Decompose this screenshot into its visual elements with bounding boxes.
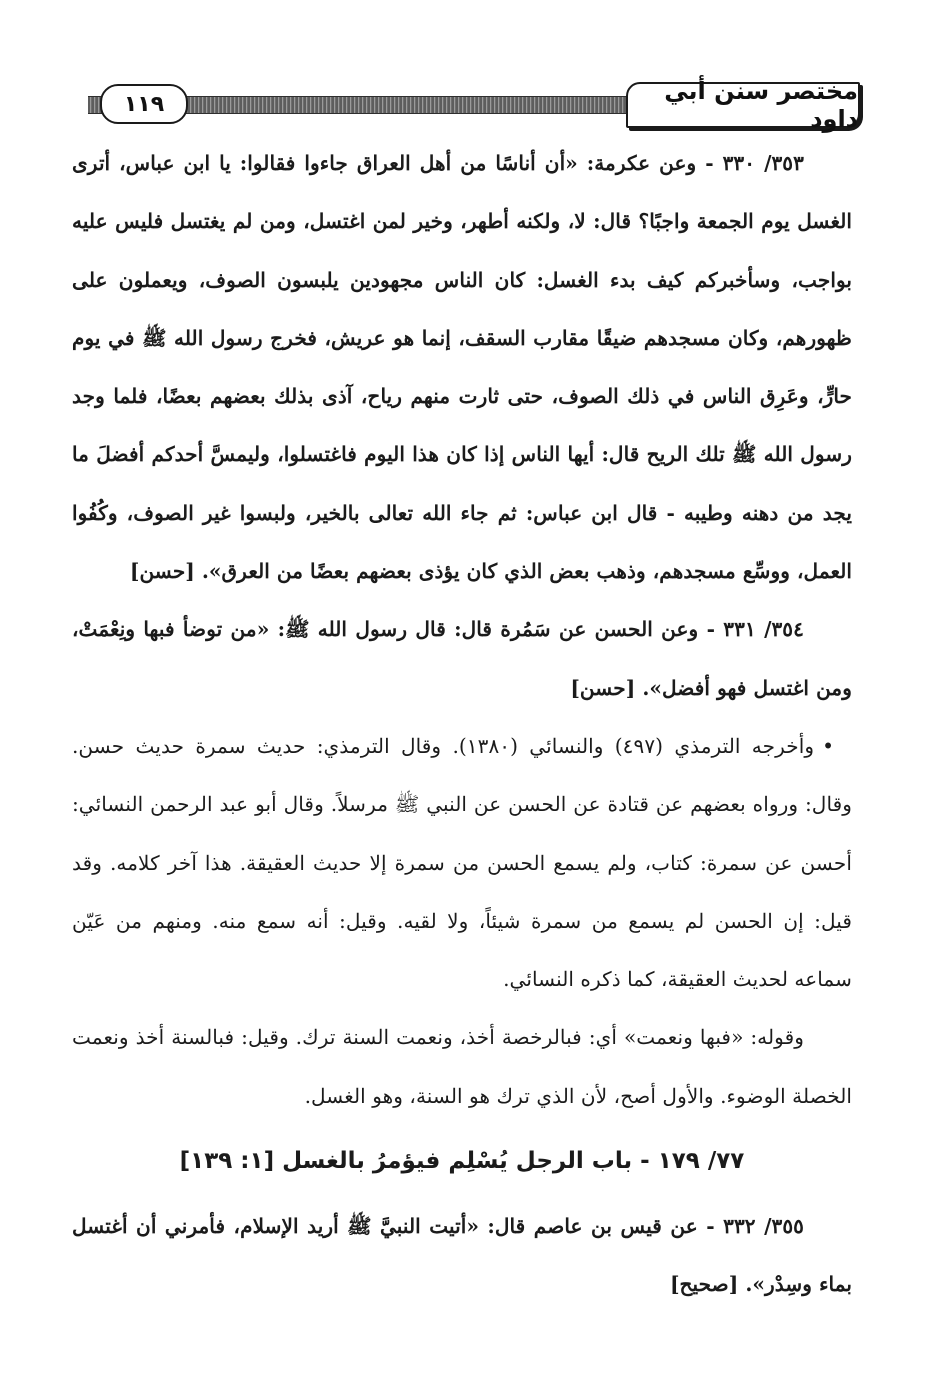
book-page bbox=[72, 0, 858, 1399]
book-title: مختصر سنن أبي داود bbox=[664, 77, 858, 133]
bullet-point: • bbox=[822, 733, 834, 758]
takhrij-paragraph bbox=[72, 717, 852, 1008]
sharh-paragraph: وقوله: «فبها ونعمت» أي: فبالرخصة أخذ، ونعمت السنة ترك. وقيل: فبالسنة أخذ ونعمت الخصلة الوضوء. والأول أصح، لأن الذي ترك هو السنة، وهو الغسل. bbox=[72, 1025, 852, 1108]
hadith-355-paragraph: ٣٥٥/ ٣٣٢ - عن قيس بن عاصم قال: «أتيت النبيَّ ﷺ أريد الإسلام، فأمرني أن أغتسل بماء وسِدْر». [صحيح] bbox=[72, 1214, 852, 1297]
chapter-heading: ٧٧/ ١٧٩ - باب الرجل يُسْلِم فيؤمرُ بالغسل [١: ١٣٩] bbox=[179, 1148, 745, 1175]
page-body bbox=[72, 134, 852, 1314]
takhrij-text: وأخرجه الترمذي (٤٩٧) والنسائي (١٣٨٠). وقال الترمذي: حديث سمرة حديث حسن. وقال: ورواه بعضهم عن قتادة عن الحسن عن النبي ﷺ مرسلاً. وقال أبو عبد الرحمن النسائي: أحسن عن سمرة: كتاب، ولم يسمع الحسن من سمرة إلا حديث العقيقة. هذا آخر كلامه. وقد قيل: إن الحسن لم يسمع من سمرة شيئاً، ولا لقيه. وقيل: أنه سمع منه. ومنهم من عَيّن سماعه لحديث العقيقة، كما ذكره النسائي. bbox=[72, 733, 852, 992]
hadith-353-paragraph: ٣٥٣/ ٣٣٠ - وعن عكرمة: «أن أناسًا من أهل العراق جاءوا فقالوا: يا ابن عباس، أترى الغسل يوم الجمعة واجبًا؟ قال: لا، ولكنه أطهر، وخير لمن اغتسل، ومن لم يغتسل فليس عليه بواجب، وسأخبركم كيف بدء الغسل: كان الناس مجهودين يلبسون الصوف، ويعملون على ظهورهم، وكان مسجدهم ضيقًا مقارب السقف، إنما هو عريش، فخرج رسول الله ﷺ في يوم حارٍّ، وعَرِق الناس في ذلك الصوف، حتى ثارت منهم رياح، آذى بذلك بعضهم بعضًا، فلما وجد رسول الله ﷺ تلك الريح قال: أيها الناس إذا كان هذا اليوم فاغتسلوا، وليمسَّ أحدكم أفضلَ ما يجد من دهنه وطيبه - قال ابن عباس: ثم جاء الله تعالى بالخير، ولبسوا غير الصوف، وكُفُوا العمل، ووسِّع مسجدهم، وذهب بعض الذي كان يؤذى بعضهم بعضًا من العرق». [حسن] bbox=[72, 151, 852, 584]
page-header bbox=[72, 77, 858, 133]
page-number-frame bbox=[100, 84, 188, 124]
page-number: ١١٩ bbox=[123, 91, 165, 117]
hadith-354-paragraph: ٣٥٤/ ٣٣١ - وعن الحسن عن سَمُرة قال: قال رسول الله ﷺ: «من توضأ فبها ونِعْمَتْ، ومن اغتسل فهو أفضل». [حسن] bbox=[72, 617, 852, 700]
book-title-frame bbox=[626, 77, 860, 133]
